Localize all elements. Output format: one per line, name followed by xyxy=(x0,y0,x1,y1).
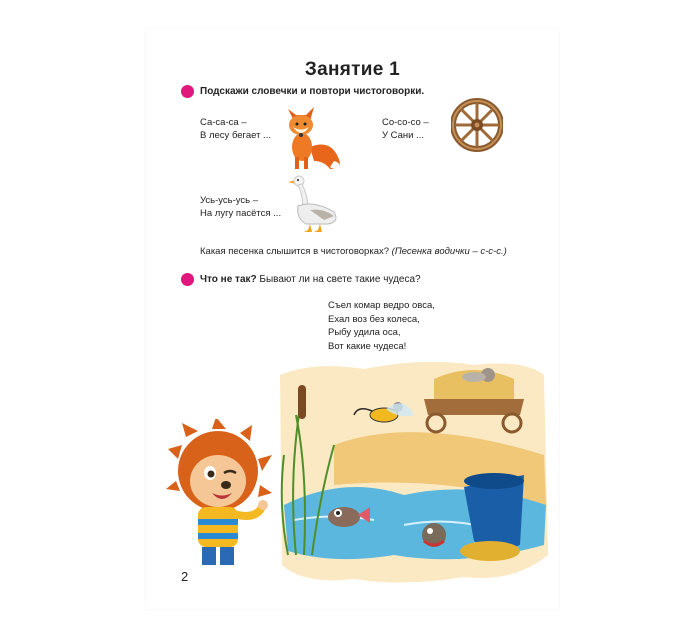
poem-line-2: Ехал воз без колеса, xyxy=(328,313,420,325)
poem-line-3: Рыбу удила оса, xyxy=(328,327,401,338)
question-text: Какая песенка слышится в чистоговорках? xyxy=(200,246,390,257)
rhyme-2-line-2: У Сани ... xyxy=(382,130,425,141)
task-2-bold: Что не так? xyxy=(200,274,257,285)
page-number: 2 xyxy=(181,569,189,584)
rhyme-2-line-1: Со-со-со – xyxy=(382,117,429,128)
rhyme-2 xyxy=(382,116,429,142)
workbook-page xyxy=(146,29,559,609)
wheel-icon xyxy=(451,97,503,153)
task-2-text xyxy=(200,274,421,285)
hedgehog-icon xyxy=(166,419,276,569)
poem xyxy=(328,299,435,353)
question-line xyxy=(200,245,507,258)
task-bullet-1 xyxy=(181,85,194,98)
rhyme-3 xyxy=(200,194,281,220)
poem-line-4: Вот какие чудеса! xyxy=(328,340,407,352)
page-title: Занятие 1 xyxy=(304,59,401,80)
rhyme-1 xyxy=(200,116,271,142)
poem-line-1: Съел комар ведро овса, xyxy=(328,300,435,311)
fox-icon xyxy=(280,99,346,175)
goose-icon xyxy=(284,172,344,234)
task-bullet-2 xyxy=(181,273,194,286)
rhyme-1-line-1: Са-са-са – xyxy=(200,117,247,128)
task-2-question: Бывают ли на свете такие чудеса? xyxy=(259,274,421,285)
task-1-text: Подскажи словечки и повтори чистоговорки. xyxy=(200,86,425,97)
rhyme-1-line-2: В лесу бегает ... xyxy=(200,130,271,141)
question-answer: (Песенка водички – с-с-с.) xyxy=(391,246,507,257)
swamp-scene xyxy=(274,355,550,589)
rhyme-3-line-1: Усь-усь-усь – xyxy=(200,195,259,206)
rhyme-3-line-2: На лугу пасётся ... xyxy=(200,208,282,219)
